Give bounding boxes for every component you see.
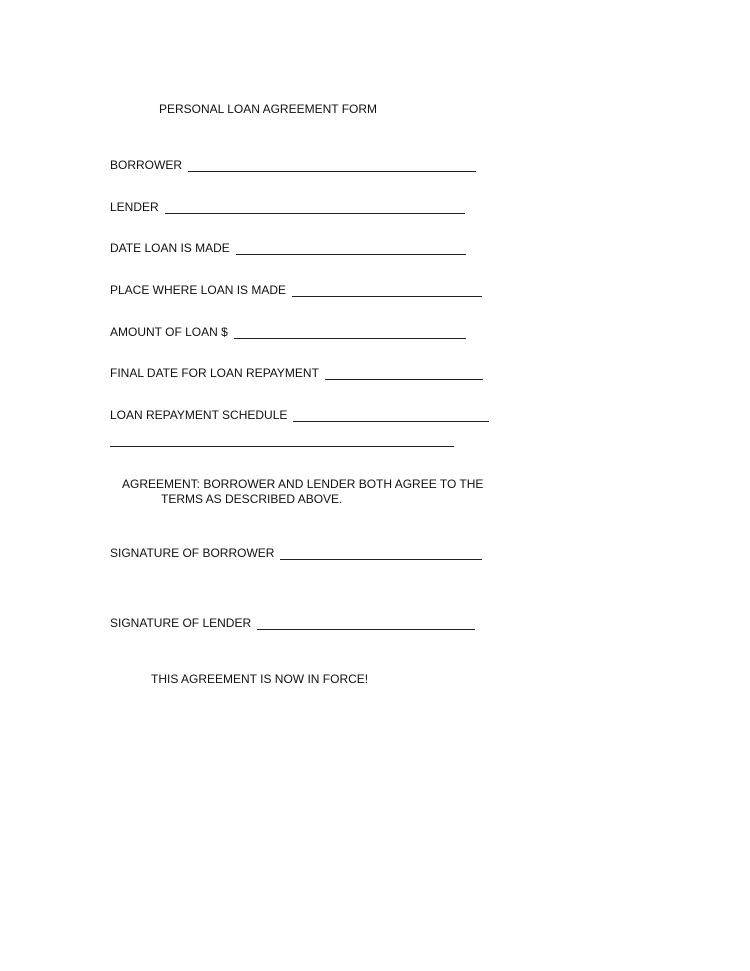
- lender-signature-label: SIGNATURE OF LENDER: [110, 616, 252, 630]
- lender-label: LENDER: [110, 200, 159, 214]
- place-loan-made-input-line[interactable]: [292, 284, 482, 297]
- repayment-schedule-input-line[interactable]: [293, 409, 489, 422]
- repayment-schedule-field: [110, 408, 489, 422]
- borrower-signature-label: SIGNATURE OF BORROWER: [110, 546, 275, 560]
- place-loan-made-field: [110, 283, 482, 297]
- repayment-schedule-label: LOAN REPAYMENT SCHEDULE: [110, 408, 288, 422]
- lender-field: [110, 200, 465, 214]
- final-date-repayment-field: [110, 366, 483, 380]
- place-loan-made-label: PLACE WHERE LOAN IS MADE: [110, 283, 287, 297]
- amount-of-loan-input-line[interactable]: [234, 326, 466, 339]
- borrower-signature-field: [110, 546, 482, 560]
- lender-input-line[interactable]: [165, 201, 465, 214]
- closing-statement: THIS AGREEMENT IS NOW IN FORCE!: [151, 672, 369, 686]
- agreement-line-2: TERMS AS DESCRIBED ABOVE.: [161, 492, 343, 506]
- borrower-input-line[interactable]: [188, 159, 476, 172]
- borrower-label: BORROWER: [110, 158, 182, 172]
- borrower-field: [110, 158, 476, 172]
- lender-signature-field: [110, 616, 475, 630]
- agreement-line-1: AGREEMENT: BORROWER AND LENDER BOTH AGREE TO THE: [122, 477, 484, 491]
- date-loan-made-field: [110, 241, 466, 255]
- date-loan-made-input-line[interactable]: [236, 242, 466, 255]
- date-loan-made-label: DATE LOAN IS MADE: [110, 241, 230, 255]
- amount-of-loan-field: [110, 325, 466, 339]
- form-title: PERSONAL LOAN AGREEMENT FORM: [159, 102, 378, 116]
- borrower-signature-line[interactable]: [280, 547, 482, 560]
- final-date-repayment-input-line[interactable]: [325, 367, 483, 380]
- repayment-schedule-extra-line[interactable]: [110, 446, 454, 447]
- amount-of-loan-label: AMOUNT OF LOAN $: [110, 325, 228, 339]
- lender-signature-line[interactable]: [257, 617, 475, 630]
- final-date-repayment-label: FINAL DATE FOR LOAN REPAYMENT: [110, 366, 319, 380]
